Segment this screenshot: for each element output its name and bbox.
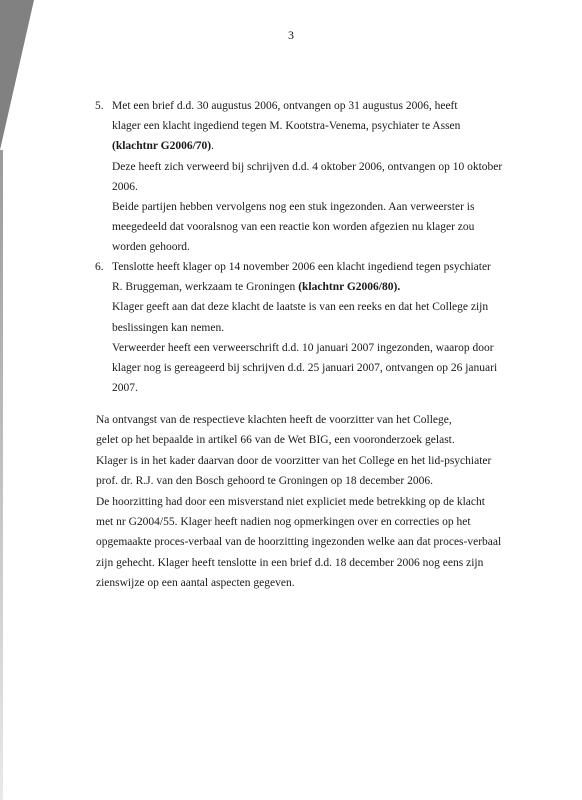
scan-corner-shadow [0,0,34,150]
paragraph-line: opgemaakte proces-verbaal van de hoorzitting ingezonden welke aan dat proces-verbaal [96,536,502,549]
paragraph-line: zienswijze op een aantal aspecten gegeven. [96,577,295,590]
paragraph-line: met nr G2004/55. Klager heeft nadien nog opmerkingen over en correcties op het [96,516,471,529]
item-line: Verweerder heeft een verweerschrift d.d. 10 januari 2007 ingezonden, waarop door [112,341,494,354]
item-line-text: R. Bruggeman, werkzaam te Groningen [112,281,299,294]
item-body [112,257,515,398]
paragraph-line: gelet op het bepaalde in artikel 66 van de Wet BIG, een vooronderzoek gelast. [96,434,455,447]
item-line [112,136,515,156]
item-line: Tenslotte heeft klager op 14 november 2006 een klacht ingediend tegen psychiater [112,261,491,273]
body-paragraph [96,410,536,594]
item-line: Met een brief d.d. 30 augustus 2006, ontvangen op 31 augustus 2006, heeft [112,100,458,112]
numbered-item-5 [95,96,515,258]
paragraph-line: Na ontvangst van de respectieve klachten heeft de voorzitter van het College, [96,414,452,426]
complaint-reference: (klachtnr G2006/80). [298,281,401,294]
paragraph-line: zijn gehecht. Klager heeft tenslotte in een brief d.d. 18 december 2006 nog eens zijn [96,556,484,569]
complaint-reference: (klachtnr G2006/70) [112,140,212,153]
item-line: worden gehoord. [112,241,190,254]
item-number: 6. [95,261,104,273]
paragraph-line: Klager is in het kader daarvan door de voorzitter van het College en het lid-psychiater [96,454,492,467]
item-line: 2006. [112,180,138,193]
item-line: Beide partijen hebben vervolgens nog een stuk ingezonden. Aan verweerster is [112,201,475,214]
item-line: beslissingen kan nemen. [112,321,225,334]
item-line: klager een klacht ingediend tegen M. Kootstra-Venema, psychiater te Assen [112,120,461,133]
paragraph-line: prof. dr. R.J. van den Bosch gehoord te Groningen op 18 december 2006. [96,475,433,488]
item-number: 5. [95,100,104,112]
item-line [112,277,515,297]
numbered-item-6 [95,257,515,398]
punctuation: . [211,140,215,153]
item-line: Deze heeft zich verweerd bij schrijven d.d. 4 oktober 2006, ontvangen op 10 oktober [112,160,503,173]
paragraph-line: De hoorzitting had door een misverstand niet expliciet mede betrekking op de klacht [96,495,485,508]
item-line: Klager geeft aan dat deze klacht de laatste is van een reeks en dat het College zijn [112,301,489,314]
page-number: 3 [288,28,294,42]
item-line: klager nog is gereageerd bij schrijven d.d. 25 januari 2007, ontvangen op 26 januari [112,362,498,375]
scan-edge-shadow [0,150,3,800]
item-line: 2007. [112,382,138,395]
item-line: meegedeeld dat vooralsnog van een reactie kon worden afgezien nu klager zou [112,221,475,234]
item-body [112,96,515,258]
